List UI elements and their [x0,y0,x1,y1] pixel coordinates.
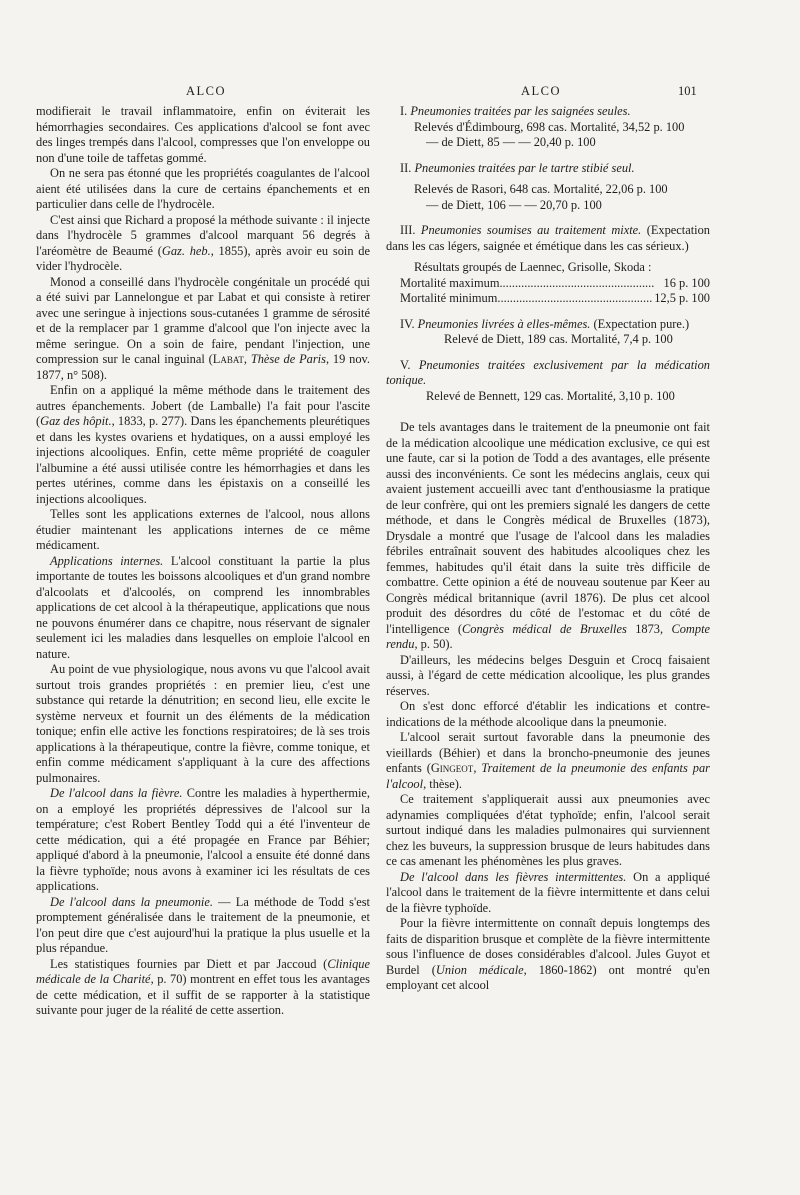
statistics-row: Mortalité minimum .................................................. 12,5 p. 100 [400,291,710,305]
statistics-heading: IV. Pneumonies livrées à elles-mêmes. (Expectation pure.) [400,316,690,331]
paragraph: Les statistiques fournies par Diett et par Jaccoud (Clinique médicale de la Charité, p. 70) montrent en effet tous les avantages de cette médication, et il suffit de se rapporter à la statistique suivante pour juger de la réalité de cette assertion. [36,956,370,1017]
run-in-heading: Applications internes. [50,553,164,568]
statistics-row: Relevé de Diett, 189 cas. Mortalité, 7,4 p. 100 [444,332,673,346]
paragraph: modifierait le travail inflammatoire, enfin on éviterait les hémorrhagies secondaires. Ces applications d'alcool se font avec des linges trempés dans l'alcool, compresses que l'on enveloppe ou non d'une toile de taffetas gommé. [36,104,370,165]
statistics-heading: I. Pneumonies traitées par les saignées seules. [400,104,631,118]
paragraph: D'ailleurs, les médecins belges Desguin et Crocq faisaient aussi, à l'égard de cette médication alcoolique, les plus grandes réserves. [386,652,710,698]
statistics-row: — de Diett, 106 — — 20,70 p. 100 [426,197,602,212]
left-column [36,104,370,1019]
statistics-row: Relevé de Bennett, 129 cas. Mortalité, 3,10 p. 100 [426,388,675,403]
page-number: 101 [678,84,697,98]
paragraph: De l'alcool dans la fièvre. Contre les maladies à hyperthermie, on a employé les propriétés dépressives de l'alcool sur la température; c'est Robert Bentley Todd qui a été l'inventeur de cette médication, qui a été propagée en France par Béhier; appliqué d'abord à la pneumonie, l'alcool a ensuite été donné dans la fièvre typhoïde; nous avons à examiner ici les résultats de ces applications. [36,786,371,893]
run-in-heading: De l'alcool dans les fièvres intermittentes. [400,869,627,884]
statistics-heading: V. Pneumonies traitées exclusivement par la médication tonique. [386,357,711,387]
paragraph: Pour la fièvre intermittente on connaît depuis longtemps des faits de disparition brusque et complète de la fièvre intermittente sous l'influence de doses considérables d'alcool. Jules Guyot et Burdel (Union médicale, 1860-1862) ont montré qu'en employant cet alcool [386,916,710,992]
paragraph: Ce traitement s'appliquerait aussi aux pneumonies avec adynamies compliquées d'état typhoïde; enfin, l'alcool serait surtout indiqué dans les maladies pulmonaires qui surviennent chez les buveurs, la suppression brusque de leurs habitudes dans ce cas amenant les phénomènes les plus graves. [386,792,710,868]
paragraph: On ne sera pas étonné que les propriétés coagulantes de l'alcool aient été utilisées dans la cure de certains épanchements et en particulier dans celle de l'hydrocèle. [36,166,370,211]
paragraph: Enfin on a appliqué la même méthode dans le traitement des autres épanchements. Jobert (de Lamballe) l'a fait pour l'ascite (Gaz des hôpit., 1833, p. 277). Dans les épanchements pleurétiques et dans les kystes ovariens et hydatiques, on a aussi employé les injections alcooliques. Enfin, cette même propriété de coaguler l'albumine a été aussi utilisée contre les hémorrhagies et dans les pertes utérines, comme dans les épistaxis on a conseillé les injections alcooliques. [36,383,371,506]
paragraph: De l'alcool dans les fièvres intermittentes. On a appliqué l'alcool dans le traitement de la fièvre intermittente et dans celui de la fièvre typhoïde. [386,869,710,915]
statistics-row: Mortalité maximum .................................................. 16 p. 100 [400,275,710,290]
run-in-heading: De l'alcool dans la fièvre. [50,786,183,800]
statistics-heading: III. Pneumonies soumises au traitement mixte. (Expectation dans les cas légers, saignée et émétique dans les cas sérieux.) [386,223,710,253]
run-in-heading: De l'alcool dans la pneumonie. [50,894,213,909]
statistics-row: Résultats groupés de Laennec, Grisolle, Skoda : [414,260,652,274]
right-column [386,104,710,994]
statistics-heading: II. Pneumonies traitées par le tartre stibié seul. [400,160,635,175]
paragraph: Telles sont les applications externes de l'alcool, nous allons étudier maintenant les applications internes de ce même médicament. [36,507,370,552]
paragraph: On s'est donc efforcé d'établir les indications et contre-indications de la méthode alcoolique dans la pneumonie. [386,699,710,729]
left-running-head: ALCO [186,84,227,98]
statistics-row: — de Diett, 85 — — 20,40 p. 100 [426,135,596,149]
paragraph: Au point de vue physiologique, nous avons vu que l'alcool avait surtout trois grandes propriétés : en premier lieu, c'est une substance qui retarde la dénutrition; en second lieu, elle excite le système nerveux et fournit un des éléments de la médication tonique; enfin elle active les fonctions respiratoires; de là ses trois applications à la thérapeutique, contre la fièvre, comme tonique, et enfin comme médicament s'appliquant à la cure des affections pulmonaires. [36,662,370,785]
paragraph: Applications internes. L'alcool constituant la partie la plus importante de toutes les boissons alcooliques et d'un grand nombre d'alcoolats et d'alcoolés, on comprend les innombrables applications de cet alcool à la thérapeutique, applications que nous ne pouvons énumérer dans ce chapitre, nous réservant de signaler seulement ici les maladies dans lesquelles on emploie l'alcool en nature. [36,553,370,661]
paragraph: C'est ainsi que Richard a proposé la méthode suivante : il injecte dans l'hydrocèle 5 grammes d'alcool marquant 56 degrés à l'aréomètre de Beaumé (Gaz. heb., 1855), après avoir eu soin de vider l'hydrocèle. [36,212,370,273]
paragraph: De tels avantages dans le traitement de la pneumonie ont fait de la médication alcoolique une médication exclusive, ce qui est une faute, car si la potion de Todd a des avantages, elle présente aussi des inconvénients. Ce sont les médecins anglais, ceux qui avaient justement accueilli avec tant d'enthousiasme la pratique de leur confrère, qui ont les premiers signalé les dangers de cette méthode, et dans le Congrès médical de Bruxelles (1873), Drysdale a montré que l'usage de l'alcool dans les maladies fébriles entraînait souvent des habitudes alcooliques chez les femmes, habitudes qu'il était dans la suite très difficile de combattre. Cette opinion a été de nouveau soutenue par Keer au Congrès médical britannique (avril 1876). De plus cet alcool produit des désordres du côté de l'estomac et du côté de l'intelligence (Congrès médical de Bruxelles 1873, Compte rendu, p. 50). [386,420,711,651]
statistics-row: Relevés d'Édimbourg, 698 cas. Mortalité, 34,52 p. 100 [414,119,685,134]
statistics-row: Relevés de Rasori, 648 cas. Mortalité, 22,06 p. 100 [414,182,668,196]
paragraph: Monod a conseillé dans l'hydrocèle congénitale un procédé qui a été suivi par Lannelongue et par Labat et qui consiste à retirer avec une seringue à injections sous-cutanées 1 gramme de sérosité et de la remplacer par 1 gramme d'alcool que l'on injecte avec la même seringue. On a soin de faire, pendant l'injection, une compression sur le canal inguinal (Labat, Thèse de Paris, 19 nov. 1877, n° 508). [36,274,370,382]
paragraph: De l'alcool dans la pneumonie. — La méthode de Todd s'est promptement généralisée dans le traitement de la pneumonie, et l'on peut dire que c'est aujourd'hui la pratique la plus usuelle et la plus répandue. [36,894,370,955]
paragraph: L'alcool serait surtout favorable dans la pneumonie des vieillards (Béhier) et dans la broncho-pneumonie des jeunes enfants (Gingeot, Traitement de la pneumonie des enfants par l'alcool, thèse). [386,730,710,791]
right-running-head: ALCO [521,84,562,98]
